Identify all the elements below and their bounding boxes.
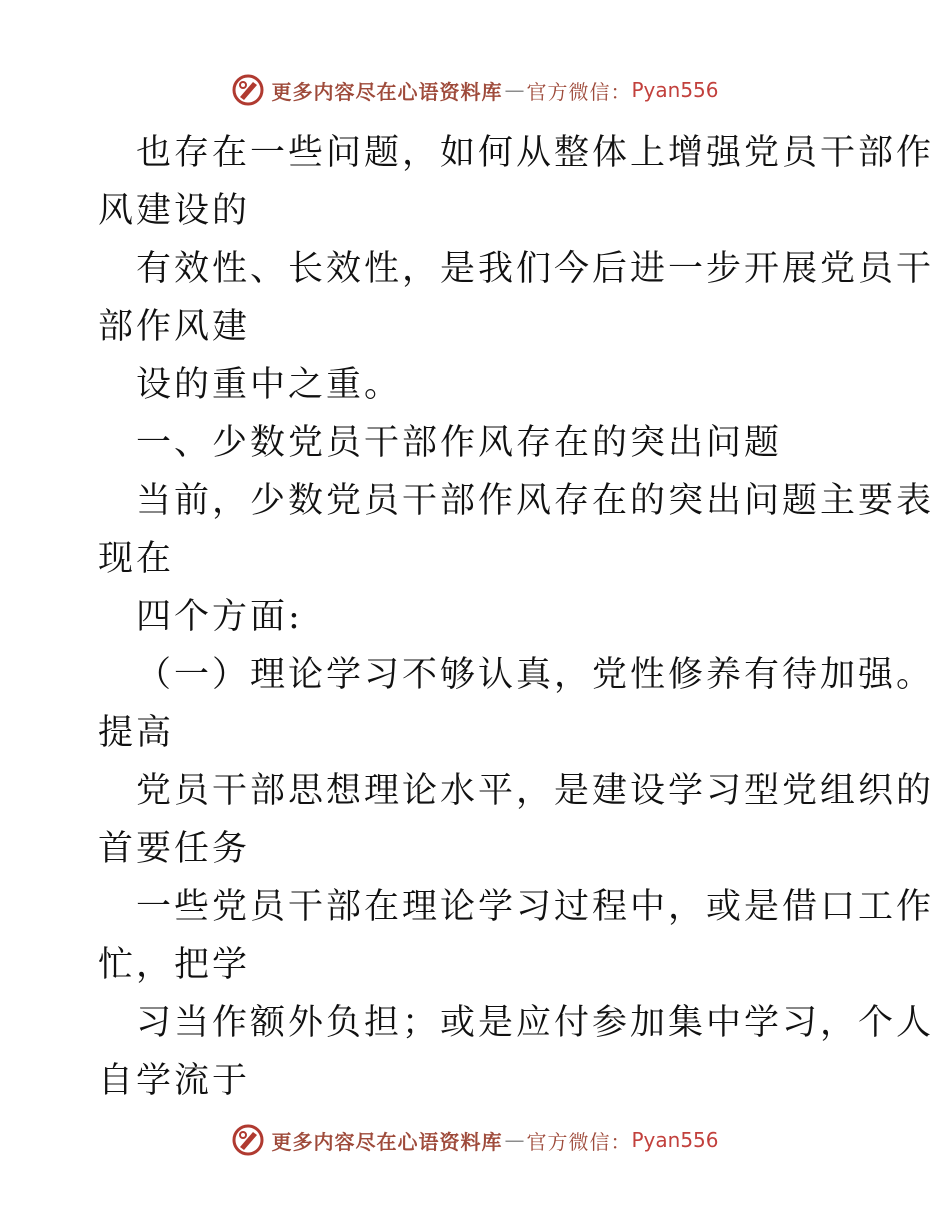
text-line: 一些党员干部在理论学习过程中，或是借口工作 — [136, 887, 935, 927]
text-line: 自学流于 — [98, 1061, 251, 1101]
watermark-wechat-id: Pyan556 — [631, 1128, 719, 1152]
watermark-wechat-label: 官方微信： — [526, 79, 632, 104]
section-heading: 一、少数党员干部作风存在的突出问题 — [136, 423, 783, 463]
text-line: 风建设的 — [98, 191, 251, 231]
text-line: 设的重中之重。 — [136, 365, 403, 405]
text-line: 部作风建 — [98, 307, 251, 347]
watermark-text: 更多内容尽在心语资料库 — [271, 1129, 503, 1154]
seal-logo-icon — [231, 73, 265, 107]
watermark-wechat-label: 官方微信： — [526, 1129, 632, 1154]
seal-logo-icon — [231, 1123, 265, 1157]
watermark-wechat-id: Pyan556 — [631, 78, 719, 102]
text-line: 党员干部思想理论水平，是建设学习型党组织的 — [136, 771, 935, 811]
text-line: 也存在一些问题，如何从整体上增强党员干部作 — [136, 133, 935, 173]
footer-watermark — [0, 1120, 950, 1160]
watermark-separator: — — [504, 1128, 525, 1152]
text-line: 忙，把学 — [98, 945, 251, 985]
text-line: 现在 — [98, 539, 175, 579]
text-line: 习当作额外负担；或是应付参加集中学习，个人 — [136, 1003, 935, 1043]
header-watermark — [0, 70, 950, 110]
text-line: 有效性、长效性，是我们今后进一步开展党员干 — [136, 249, 935, 289]
text-line: 首要任务 — [98, 829, 251, 869]
watermark-separator: — — [504, 78, 525, 102]
subsection-heading: （一）理论学习不够认真，党性修养有待加强。 — [136, 655, 935, 695]
text-line: 四个方面: — [136, 597, 303, 637]
text-line: 提高 — [98, 713, 175, 753]
text-line: 当前，少数党员干部作风存在的突出问题主要表 — [136, 481, 935, 521]
watermark-text: 更多内容尽在心语资料库 — [271, 79, 503, 104]
